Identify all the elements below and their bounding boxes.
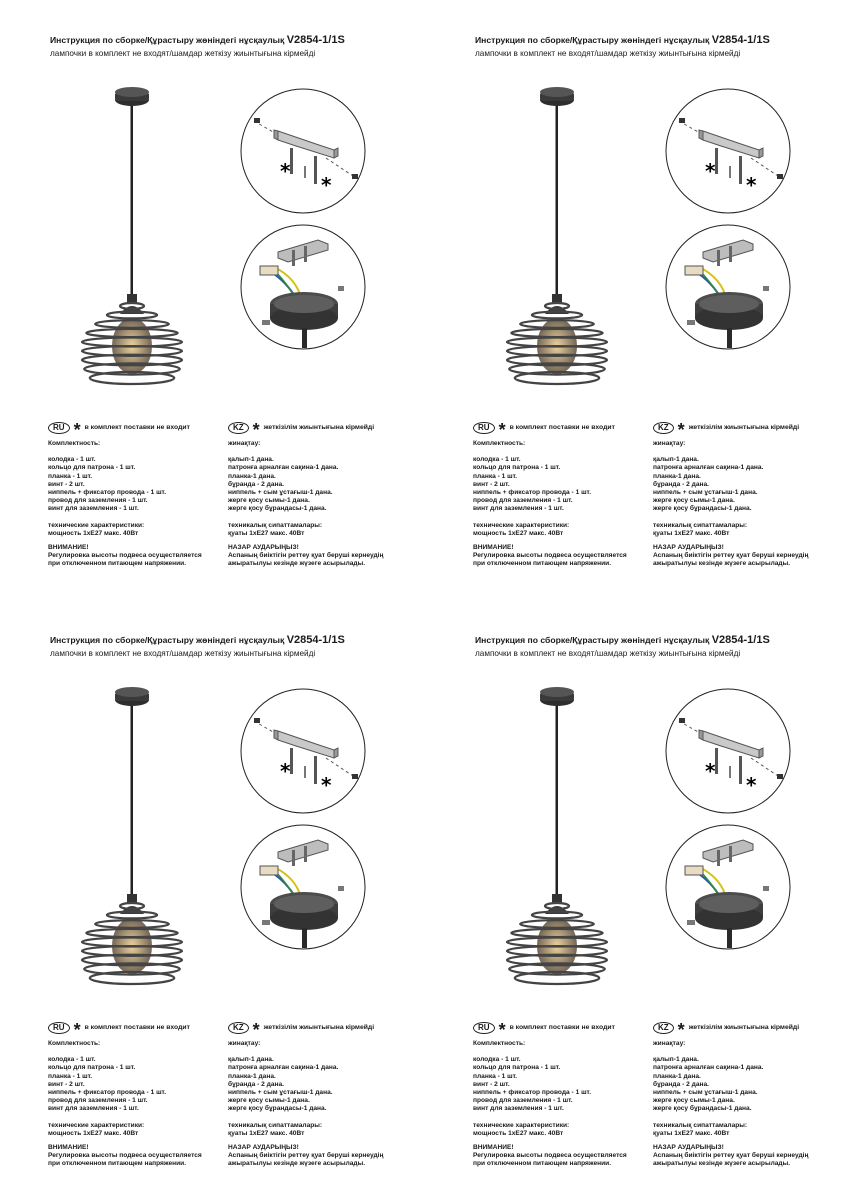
- list-item: винт для заземления - 1 шт.: [473, 1105, 564, 1113]
- ru-language-badge: RU: [48, 422, 70, 434]
- list-item: қалып-1 дана.: [653, 456, 699, 464]
- canopy-wiring-diagram: [663, 822, 793, 952]
- contents-heading: Комплектность:: [48, 1040, 101, 1047]
- kz-language-badge: KZ: [653, 422, 674, 434]
- specs-heading: техникалық сипаттамалары:: [653, 1121, 748, 1129]
- contents-heading: Комплектность:: [473, 1040, 526, 1047]
- specs-heading: технические характеристики:: [48, 1121, 145, 1129]
- asterisk-mark: *: [321, 773, 332, 797]
- list-item: ниппель + фиксатор провода - 1 шт.: [48, 489, 167, 497]
- list-item: винт для заземления - 1 шт.: [48, 505, 139, 513]
- instruction-sheet-3: [0, 600, 424, 1200]
- specs-heading: техникалық сипаттамалары:: [228, 1121, 323, 1129]
- list-item: при отключенном питающем напряжении.: [473, 560, 612, 568]
- instruction-title: Инструкция по сборке/Құрастыру жөніндегі нұсқаулық V2854-1/1S: [475, 34, 770, 46]
- pendant-lamp-illustration: [80, 78, 190, 388]
- warning-text: [228, 552, 408, 568]
- kz-language-badge: KZ: [228, 1022, 249, 1034]
- specs-value: қуаты 1хЕ27 макс. 40Вт: [653, 529, 730, 537]
- list-item: Регулировка высоты подвеса осуществляется: [473, 1152, 627, 1160]
- model-number: V2854-1/1S: [711, 634, 770, 646]
- canopy-wiring-diagram: [238, 822, 368, 952]
- ru-language-badge: RU: [48, 1022, 70, 1034]
- warning-text: [228, 1152, 408, 1168]
- warning-text: [473, 1152, 648, 1168]
- list-item: планка - 1 шт.: [473, 1072, 518, 1080]
- list-item: колодка - 1 шт.: [473, 456, 521, 464]
- contents-heading: Комплектность:: [48, 440, 101, 447]
- list-item: планка-1 дана.: [228, 472, 276, 480]
- shade-coil: [532, 312, 582, 319]
- russian-specification: [48, 1020, 223, 1169]
- shade-coil: [107, 912, 157, 919]
- asterisk-mark: *: [498, 420, 506, 440]
- list-item: планка - 1 шт.: [48, 472, 93, 480]
- contents-list: [228, 1056, 408, 1113]
- list-item: жерге қосу сымы-1 дана.: [228, 1097, 310, 1105]
- asterisk-mark: *: [321, 173, 332, 197]
- instruction-title: Инструкция по сборке/Құрастыру жөніндегі нұсқаулық V2854-1/1S: [475, 634, 770, 646]
- contents-list: [653, 456, 833, 513]
- warning-text: [48, 552, 223, 568]
- asterisk-mark: *: [746, 173, 757, 197]
- kz-language-badge: KZ: [228, 422, 249, 434]
- shade-coil: [532, 912, 582, 919]
- contents-heading: жинақтау:: [653, 440, 686, 447]
- list-item: жерге қосу бұрандасы-1 дана.: [653, 1105, 752, 1113]
- bulbs-note: лампочки в комплект не входят/шамдар жеткізу жиынтығына кірмейді: [50, 49, 316, 58]
- list-item: ниппель + фиксатор провода - 1 шт.: [473, 489, 592, 497]
- list-item: винт - 2 шт.: [48, 480, 85, 488]
- list-item: винт для заземления - 1 шт.: [48, 1105, 139, 1113]
- not-included-note: в комплект поставки не входит: [509, 423, 615, 431]
- list-item: бұранда - 2 дана.: [653, 480, 709, 488]
- list-item: ниппель + сым ұстағыш-1 дана.: [228, 489, 333, 497]
- list-item: ажыратылуы кезінде жүзеге асырылады.: [228, 560, 366, 568]
- list-item: кольцо для патрона - 1 шт.: [48, 464, 136, 472]
- list-item: Регулировка высоты подвеса осуществляется: [473, 552, 627, 560]
- specs-value: мощность 1хЕ27 макс. 40Вт: [48, 529, 139, 537]
- not-included-note: в комплект поставки не входит: [84, 423, 190, 431]
- list-item: винт для заземления - 1 шт.: [473, 505, 564, 513]
- asterisk-mark: *: [280, 759, 291, 783]
- list-item: ниппель + фиксатор провода - 1 шт.: [473, 1089, 592, 1097]
- list-item: ажыратылуы кезінде жүзеге асырылады.: [228, 1160, 366, 1168]
- asterisk-mark: *: [705, 759, 716, 783]
- list-item: қалып-1 дана.: [653, 1056, 699, 1064]
- asterisk-mark: *: [73, 1020, 81, 1040]
- list-item: Аспаның биіктігін реттеу қуат беруші кернеудің: [228, 552, 384, 560]
- contents-list: [473, 1056, 648, 1113]
- list-item: ниппель + сым ұстағыш-1 дана.: [228, 1089, 333, 1097]
- list-item: бұранда - 2 дана.: [228, 1080, 284, 1088]
- list-item: ажыратылуы кезінде жүзеге асырылады.: [653, 560, 791, 568]
- list-item: патронға арналған сақина-1 дана.: [653, 1064, 764, 1072]
- bracket-detail-diagram: [238, 86, 368, 216]
- asterisk-mark: *: [252, 1020, 260, 1040]
- instruction-title: Инструкция по сборке/Құрастыру жөніндегі нұсқаулық V2854-1/1S: [50, 34, 345, 46]
- contents-heading: жинақтау:: [653, 1040, 686, 1047]
- bracket-detail-diagram: [238, 686, 368, 816]
- contents-heading: жинақтау:: [228, 1040, 261, 1047]
- warning-text: [653, 552, 833, 568]
- instruction-title: Инструкция по сборке/Құрастыру жөніндегі нұсқаулық V2854-1/1S: [50, 634, 345, 646]
- list-item: жерге қосу сымы-1 дана.: [228, 497, 310, 505]
- contents-list: [653, 1056, 833, 1113]
- list-item: Регулировка высоты подвеса осуществляется: [48, 1152, 202, 1160]
- list-item: ниппель + фиксатор провода - 1 шт.: [48, 1089, 167, 1097]
- list-item: планка - 1 шт.: [473, 472, 518, 480]
- kazakh-specification: [228, 1020, 408, 1169]
- contents-list: [228, 456, 408, 513]
- asterisk-mark: *: [677, 1020, 685, 1040]
- canopy-wiring-diagram: [238, 222, 368, 352]
- list-item: винт - 2 шт.: [473, 480, 510, 488]
- russian-specification: [48, 420, 223, 569]
- bulbs-note: лампочки в комплект не входят/шамдар жеткізу жиынтығына кірмейді: [475, 49, 741, 58]
- kazakh-specification: [653, 420, 833, 569]
- contents-list: [48, 1056, 223, 1113]
- specs-value: мощность 1хЕ27 макс. 40Вт: [48, 1129, 139, 1137]
- kazakh-specification: [653, 1020, 833, 1169]
- russian-specification: [473, 1020, 648, 1169]
- list-item: ниппель + сым ұстағыш-1 дана.: [653, 489, 758, 497]
- not-included-note: жеткізілім жиынтығына кірмейді: [263, 423, 375, 431]
- specs-value: мощность 1хЕ27 макс. 40Вт: [473, 529, 564, 537]
- specs-heading: техникалық сипаттамалары:: [653, 521, 748, 529]
- warning-text: [473, 552, 648, 568]
- asterisk-mark: *: [280, 159, 291, 183]
- not-included-note: жеткізілім жиынтығына кірмейді: [688, 1023, 800, 1031]
- bracket-detail-diagram: [663, 686, 793, 816]
- list-item: кольцо для патрона - 1 шт.: [473, 1064, 561, 1072]
- list-item: колодка - 1 шт.: [48, 1056, 96, 1064]
- list-item: провод для заземления - 1 шт.: [48, 497, 148, 505]
- russian-specification: [473, 420, 648, 569]
- bracket-detail-diagram: [663, 86, 793, 216]
- list-item: кольцо для патрона - 1 шт.: [473, 464, 561, 472]
- not-included-note: в комплект поставки не входит: [509, 1023, 615, 1031]
- specs-heading: технические характеристики:: [48, 521, 145, 529]
- warning-heading: ВНИМАНИЕ!: [48, 544, 89, 552]
- model-number: V2854-1/1S: [286, 34, 345, 46]
- warning-heading: ВНИМАНИЕ!: [473, 544, 514, 552]
- list-item: ажыратылуы кезінде жүзеге асырылады.: [653, 1160, 791, 1168]
- specs-value: мощность 1хЕ27 макс. 40Вт: [473, 1129, 564, 1137]
- shade-coil: [107, 312, 157, 319]
- list-item: кольцо для патрона - 1 шт.: [48, 1064, 136, 1072]
- warning-heading: НАЗАР АУДАРЫҢЫЗ!: [228, 1144, 299, 1152]
- specs-heading: технические характеристики:: [473, 521, 570, 529]
- list-item: при отключенном питающем напряжении.: [48, 560, 187, 568]
- list-item: винт - 2 шт.: [473, 1080, 510, 1088]
- list-item: жерге қосу бұрандасы-1 дана.: [653, 505, 752, 513]
- contents-heading: Комплектность:: [473, 440, 526, 447]
- list-item: при отключенном питающем напряжении.: [473, 1160, 612, 1168]
- pendant-lamp-illustration: [80, 678, 190, 988]
- warning-text: [48, 1152, 223, 1168]
- specs-heading: технические характеристики:: [473, 1121, 570, 1129]
- instruction-sheet-1: [0, 0, 424, 600]
- list-item: Аспаның биіктігін реттеу қуат беруші кернеудің: [653, 1152, 809, 1160]
- list-item: колодка - 1 шт.: [473, 1056, 521, 1064]
- specs-heading: техникалық сипаттамалары:: [228, 521, 323, 529]
- warning-heading: ВНИМАНИЕ!: [48, 1144, 89, 1152]
- asterisk-mark: *: [498, 1020, 506, 1040]
- list-item: жерге қосу бұрандасы-1 дана.: [228, 505, 327, 513]
- list-item: Аспаның биіктігін реттеу қуат беруші кернеудің: [228, 1152, 384, 1160]
- model-number: V2854-1/1S: [711, 34, 770, 46]
- list-item: бұранда - 2 дана.: [228, 480, 284, 488]
- not-included-note: жеткізілім жиынтығына кірмейді: [263, 1023, 375, 1031]
- list-item: Аспаның биіктігін реттеу қуат беруші кернеудің: [653, 552, 809, 560]
- specs-value: қуаты 1хЕ27 макс. 40Вт: [228, 529, 305, 537]
- list-item: ниппель + сым ұстағыш-1 дана.: [653, 1089, 758, 1097]
- list-item: қалып-1 дана.: [228, 456, 274, 464]
- instruction-sheet-2: [425, 0, 849, 600]
- contents-list: [48, 456, 223, 513]
- list-item: жерге қосу бұрандасы-1 дана.: [228, 1105, 327, 1113]
- list-item: патронға арналған сақина-1 дана.: [228, 1064, 339, 1072]
- list-item: жерге қосу сымы-1 дана.: [653, 1097, 735, 1105]
- asterisk-mark: *: [252, 420, 260, 440]
- kz-language-badge: KZ: [653, 1022, 674, 1034]
- warning-text: [653, 1152, 833, 1168]
- pendant-lamp-illustration: [505, 78, 615, 388]
- list-item: қалып-1 дана.: [228, 1056, 274, 1064]
- canopy-wiring-diagram: [663, 222, 793, 352]
- list-item: провод для заземления - 1 шт.: [48, 1097, 148, 1105]
- bulbs-note: лампочки в комплект не входят/шамдар жеткізу жиынтығына кірмейді: [475, 649, 741, 658]
- asterisk-mark: *: [705, 159, 716, 183]
- list-item: планка-1 дана.: [228, 1072, 276, 1080]
- list-item: планка-1 дана.: [653, 472, 701, 480]
- list-item: Регулировка высоты подвеса осуществляется: [48, 552, 202, 560]
- specs-value: қуаты 1хЕ27 макс. 40Вт: [653, 1129, 730, 1137]
- kazakh-specification: [228, 420, 408, 569]
- ru-language-badge: RU: [473, 1022, 495, 1034]
- warning-heading: НАЗАР АУДАРЫҢЫЗ!: [228, 544, 299, 552]
- contents-list: [473, 456, 648, 513]
- list-item: жерге қосу сымы-1 дана.: [653, 497, 735, 505]
- list-item: бұранда - 2 дана.: [653, 1080, 709, 1088]
- list-item: при отключенном питающем напряжении.: [48, 1160, 187, 1168]
- list-item: патронға арналған сақина-1 дана.: [653, 464, 764, 472]
- ru-language-badge: RU: [473, 422, 495, 434]
- bulbs-note: лампочки в комплект не входят/шамдар жеткізу жиынтығына кірмейді: [50, 649, 316, 658]
- asterisk-mark: *: [73, 420, 81, 440]
- list-item: планка-1 дана.: [653, 1072, 701, 1080]
- asterisk-mark: *: [677, 420, 685, 440]
- warning-heading: НАЗАР АУДАРЫҢЫЗ!: [653, 544, 724, 552]
- list-item: патронға арналған сақина-1 дана.: [228, 464, 339, 472]
- list-item: провод для заземления - 1 шт.: [473, 497, 573, 505]
- list-item: колодка - 1 шт.: [48, 456, 96, 464]
- contents-heading: жинақтау:: [228, 440, 261, 447]
- list-item: планка - 1 шт.: [48, 1072, 93, 1080]
- warning-heading: ВНИМАНИЕ!: [473, 1144, 514, 1152]
- not-included-note: в комплект поставки не входит: [84, 1023, 190, 1031]
- warning-heading: НАЗАР АУДАРЫҢЫЗ!: [653, 1144, 724, 1152]
- not-included-note: жеткізілім жиынтығына кірмейді: [688, 423, 800, 431]
- asterisk-mark: *: [746, 773, 757, 797]
- specs-value: қуаты 1хЕ27 макс. 40Вт: [228, 1129, 305, 1137]
- list-item: винт - 2 шт.: [48, 1080, 85, 1088]
- model-number: V2854-1/1S: [286, 634, 345, 646]
- instruction-sheet-4: [425, 600, 849, 1200]
- pendant-lamp-illustration: [505, 678, 615, 988]
- list-item: провод для заземления - 1 шт.: [473, 1097, 573, 1105]
